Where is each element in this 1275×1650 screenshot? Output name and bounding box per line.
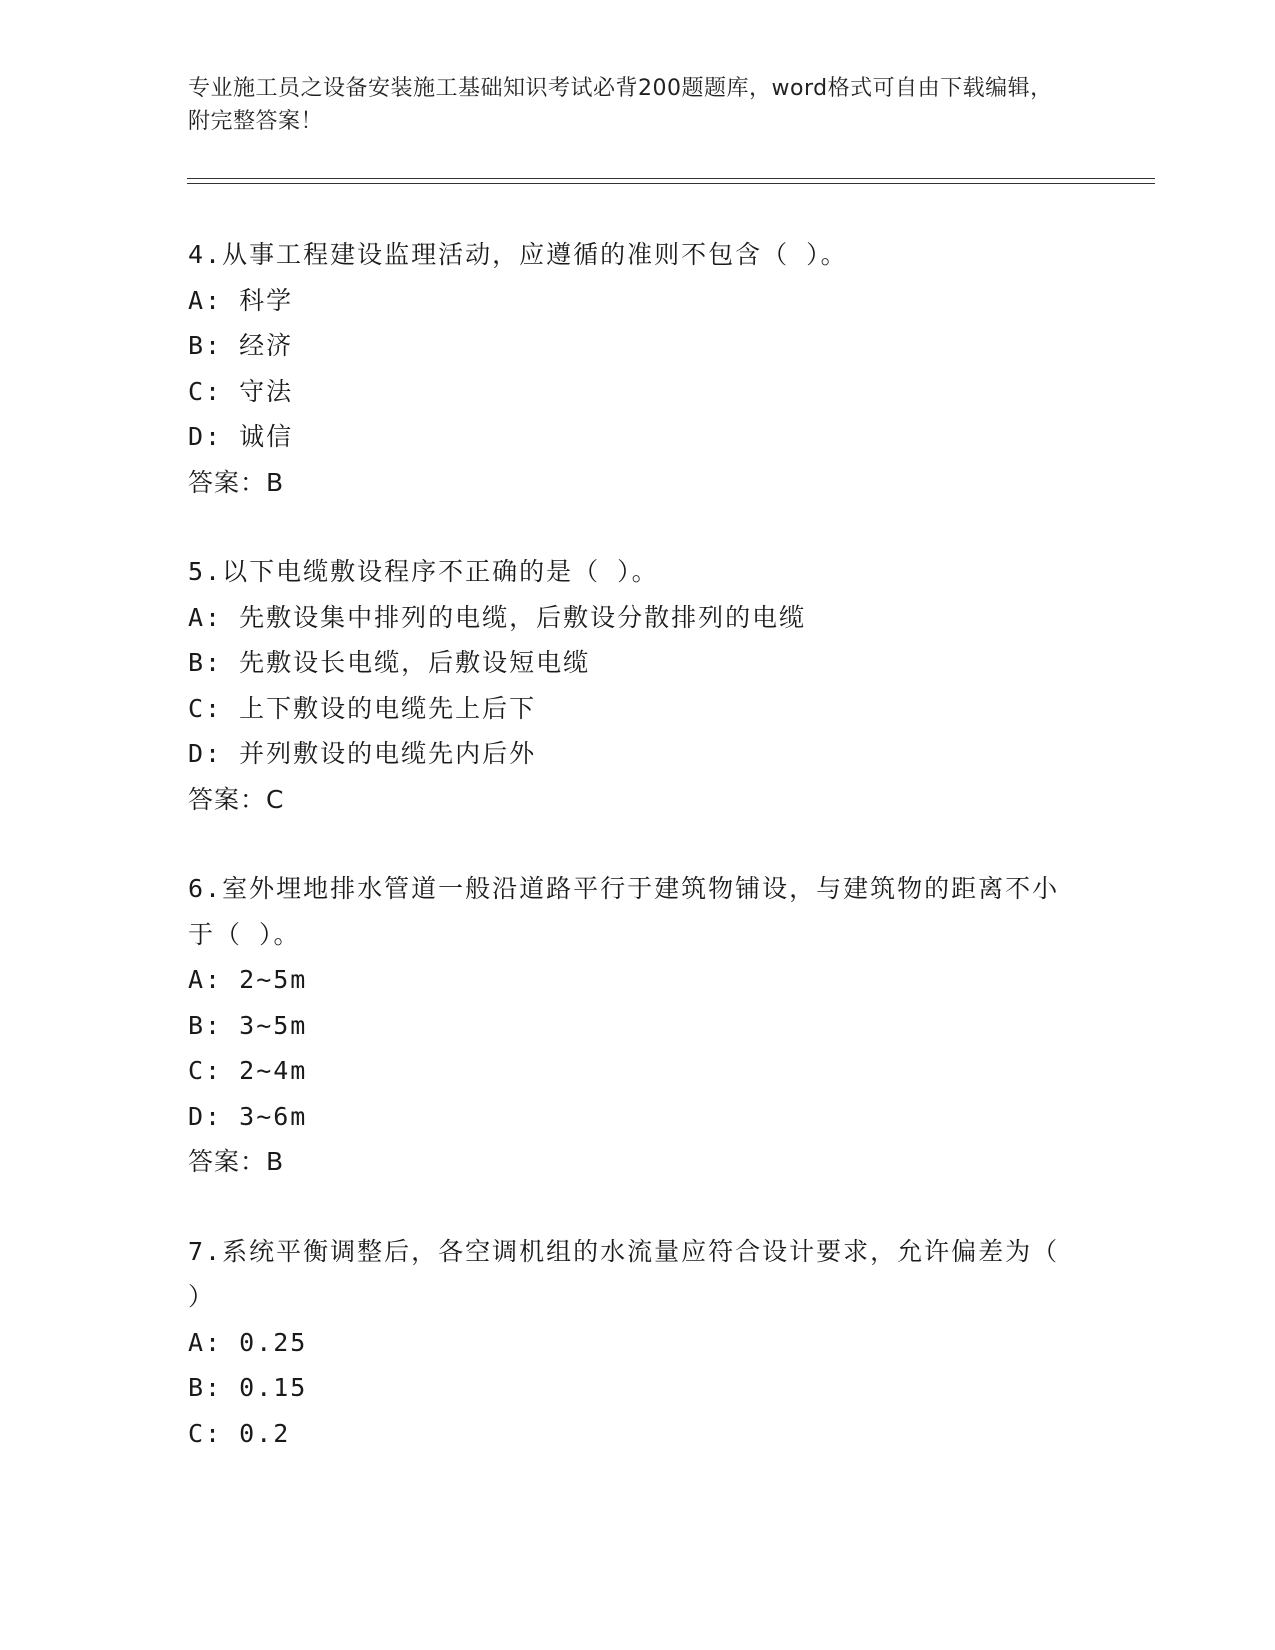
document-header: 专业施工员之设备安装施工基础知识考试必背200题题库，word格式可自由下载编辑，附完整答案！ bbox=[188, 76, 1053, 134]
option-d: D: 3~6m bbox=[188, 1101, 308, 1131]
question-stem: 6.室外埋地排水管道一般沿道路平行于建筑物铺设，与建筑物的距离不小于（ ）。 bbox=[188, 874, 1060, 949]
option-c: C: 守法 bbox=[188, 376, 294, 406]
option-b: B: 经济 bbox=[188, 331, 294, 360]
option-c: C: 2~4m bbox=[188, 1056, 308, 1085]
option-b: B: 先敷设长电缆，后敷设短电缆 bbox=[188, 648, 591, 677]
option-d: D: 诚信 bbox=[188, 422, 294, 451]
header-divider-top bbox=[187, 178, 1155, 179]
option-c: C: 0.2 bbox=[188, 1418, 291, 1448]
option-d: D: 并列敷设的电缆先内后外 bbox=[188, 739, 537, 768]
question-item bbox=[188, 866, 1068, 1185]
question-item bbox=[188, 549, 1068, 822]
question-stem: 5.以下电缆敷设程序不正确的是（ ）。 bbox=[188, 557, 659, 586]
option-b: B: 0.15 bbox=[188, 1373, 308, 1402]
question-list bbox=[188, 232, 1068, 1500]
option-a: A: 先敷设集中排列的电缆，后敷设分散排列的电缆 bbox=[188, 602, 807, 632]
option-b: B: 3~5m bbox=[188, 1010, 308, 1040]
option-a: A: 科学 bbox=[188, 285, 294, 315]
question-stem: 4.从事工程建设监理活动，应遵循的准则不包含（ ）。 bbox=[188, 240, 848, 269]
question-item bbox=[188, 1229, 1068, 1457]
option-a: A: 2~5m bbox=[188, 965, 308, 994]
answer-line: 答案：C bbox=[188, 784, 285, 814]
question-stem: 7.系统平衡调整后，各空调机组的水流量应符合设计要求，允许偏差为（ ） bbox=[188, 1236, 1060, 1311]
header-divider-bottom bbox=[187, 183, 1155, 184]
option-c: C: 上下敷设的电缆先上后下 bbox=[188, 693, 537, 723]
question-item bbox=[188, 232, 1068, 505]
answer-line: 答案：B bbox=[188, 467, 285, 497]
answer-line: 答案：B bbox=[188, 1147, 285, 1176]
option-a: A: 0.25 bbox=[188, 1327, 308, 1357]
